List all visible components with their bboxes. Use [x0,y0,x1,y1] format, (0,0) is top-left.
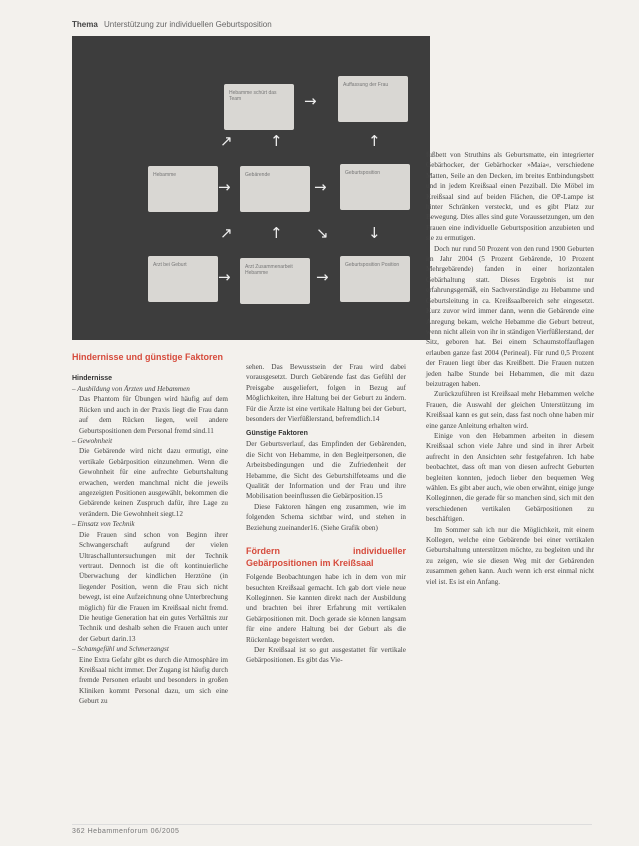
arrow-up-right-icon: ↗ [220,132,233,150]
text-column-1 [72,351,228,707]
page-footer: 362 Hebammenforum 06/2005 [72,828,180,835]
arrow-right-icon: → [314,178,327,196]
header-title: Unterstützung zur individuellen Geburtsposition [104,20,272,29]
factor-diagram [72,36,430,340]
subheading: Hindernisse [72,375,113,382]
text-column-3 [426,150,594,587]
arrow-up-icon: ↑ [368,132,381,150]
paragraph: Der Kreißsaal ist so gut ausgestattet für vertikale Gebärpositionen. Es gibt das Vie- [246,645,406,665]
diagram-box-mid-left: Hebamme [148,166,218,212]
arrow-up-icon: ↑ [270,224,283,242]
arrow-down-icon: ↓ [368,224,381,242]
running-header [72,20,272,29]
list-item-text: Die Frauen sind schon von Beginn ihrer Schwangerschaft aufgrund der vielen Ultraschalluntersuchungen mit der Technik vertraut. Dennoch ist die oft kontinuierliche Überwachung der kindlichen Herztöne (in liegender Position, wenn die Frau sich nicht bewegt, ist eine Aufzeichnung ohne Unterbrechung möglich) für die Frauen im Kreißsaal nicht fremd. Die heutige Generation hat ein gutes Verhältnis zur Technik und deshalb sehen die Frauen auch unter der Geburt darin.13 [79,530,228,643]
text-column-2 [246,362,406,666]
diagram-box-top-right: Auffassung der Frau [338,76,408,122]
footer-divider [72,824,592,825]
diagram-box-top-left: Hebamme schürt das Team [224,84,294,130]
list-item-title: – Schamgefühl und Schmerzangst [72,645,169,654]
paragraph: Der Geburtsverlauf, das Empfinden der Gebärenden, die Sicht von Hebamme, in den Begleitpersonen, die Arbeitsbedingungen und die Zufriedenheit der Hebamme, die Sicht des Geburtshilfeteams und die Qualität der Information und der Frau und ihre Mobilisation beeinflussen die Gebärposition.15 [246,440,406,501]
list-item-text: Eine Extra Gefahr gibt es durch die Atmosphäre im Kreißsaal nicht immer. Der Zugang ist häufig durch fremde Personen erlaubt und besonders in großen Kliniken kommt Personal dazu, um sich eine Geburt zu [79,655,228,706]
section-heading: Hindernisse und günstige Faktoren [72,352,224,362]
arrow-right-icon: → [304,92,317,110]
diagram-box-mid-right: Geburtsposition [340,164,410,210]
arrow-right-icon: → [316,268,329,286]
paragraph: Doch nur rund 50 Prozent von den rund 1900 Geburten im Jahr 2004 (5 Prozent Gebärende, 10 Prozent Mehrgebärende) fanden in einer horizontalen Gebärhaltung statt. Dieses Ergebnis ist nur erfahrungsgemäß, ein Sachverständige zu Hebamme und Geburtsleitung in ca. Kreißsaalbereich sehr eingesetzt. Kurz zuvor wird immer dann, wenn die Gebärende eine Anregung bekam, welche Hebamme die Geburt betreut, wenn nicht allein von ihr in ständigen Vierfüßlerstand, der Sitz, geboren hat. Bei einem Schaumstoffauflagen erlauben ganze fast 2004 (Perineal). Für rund 0,5 Prozent der Frauen liegt über das Kreißbett. Die Frauen nutzen jeden halbe Stunde bei Hebammen, die mit dazu beizutragen haben. [426,244,594,388]
arrow-right-icon: → [218,268,231,286]
diagram-box-bottom-right: Geburtsposition Position [340,256,410,302]
list-item-text: Die Gebärende wird nicht dazu ermutigt, eine vertikale Gebärposition einzunehmen. Wenn die Gewohnheit für eine aufrechte Geburtshaltung erwachen, werden manchmal nicht die jeweils angezeigten Positionen ausgewählt, bekommen die Gebärende keinen Zuspruch dafür, ihre Lage zu verändern. Die Gewohnheit siegt.12 [79,447,228,518]
paragraph: sehen. Das Bewusstsein der Frau wird dabei vorausgesetzt. Durch Gebärende fast das Gefühl der Preisgabe ausgeliefert, folgen in Bezug auf Möglichkeiten, ihre Haltung bei der Geburt zu ändern. Für die Ärzte ist eine vertikale Haltung bei der Geburt, besonders der Vierfüßlerstand, befremdlich.14 [246,363,406,424]
list-item-title: – Gewohnheit [72,437,113,446]
paragraph: Diese Faktoren hängen eng zusammen, wie im folgenden Schema sichtbar wird, und stehen in Beziehung zueinander16. (Siehe Grafik oben) [246,502,406,532]
paragraph: Im Sommer sah ich nur die Möglichkeit, mit einem Kollegen, welche eine Gebärende bei einer vertikalen Geburtshaltung unterstützen möchte, zu begleiten und ihr zu zeigen, wie sie diesen Weg mit der Gebärenden zusammen gehen kann. Auch wenn ich erst einmal nicht viel ist. Es ist ein Anfang. [426,525,594,586]
paragraph: Einige von den Hebammen arbeiten in diesem Kreißsaal schon viele Jahre und sind in ihrer Arbeit aufrecht in den Ansichten sehr festgefahren. Ich habe beobachtet, dass oft man von diesen aufrecht Geburten begleiten konnten, jedoch lieber den bequemen Weg wählen. Es gibt aber auch, wie oben erwähnt, einige junge Kolleginnen, die gerade für so manchen sind, sich mit den verschiedenen vertikalen Gebärpositionen zu beschäftigen. [426,431,594,524]
arrow-up-icon: ↑ [270,132,283,150]
paragraph: fußbett von Struthins als Geburtsmatte, ein integrierter Gebärhocker, der Gebärhocker »Maia«, verschiedene Matten, Seile an den Decken, im breites Entbindungsbett und in jedem Kreißsaal einen Pezziball. Die Möbel im Kreißsaal sind auf beiden Flächen, die OP-Lampe ist hinter Schränken versteckt, und es gibt Platz zur Bewegung. Dies alles sind gute Voraussetzungen, um den Frauen eine individuelle Geburtsposition anzubieten und sie zu ermutigen. [426,151,594,243]
section-heading: Fördern individueller Gebärpositionen im Kreißsaal [246,546,406,569]
diagram-box-mid-center: Gebärende [240,166,310,212]
list-item-text: Das Phantom für Übungen wird häufig auf dem Rücken und auch in der Praxis liegt die Frau dann auf dem Rücken liegen, weil andere Geburtspositionen dem Personal fremd sind.11 [79,395,228,435]
arrow-up-right-icon: ↗ [220,224,233,242]
arrow-right-icon: → [218,178,231,196]
subheading: Günstige Faktoren [246,430,308,438]
arrow-down-right-icon: ↘ [316,224,329,242]
list-item-title: – Einsatz von Technik [72,520,135,529]
paragraph: Zurückzuführen ist Kreißsaal mehr Hebammen welche Frauen, die Auswahl der gleichen Unterstützung im Kreißsaal kann es gut sein, dass fast noch ohne haben mir eine ganze Anleitung erhalten wird. [426,390,594,430]
diagram-box-bottom-left: Arzt bei Geburt [148,256,218,302]
paragraph: Folgende Beobachtungen habe ich in dem von mir besuchten Kreißsaal gemacht. Ich gab dort viele neue Kolleginnen. Sie kannten direkt nach der Ausbildung und brachten bei ihrer Erfahrung mit vertikalen Gebärpositionen mit. Doch gerade sie können langsam für eine andere Haltung bei der Geburt als die Rückenlage begeistert werden. [246,573,406,644]
diagram-box-bottom-center: Arzt Zusammenarbeit Hebamme [240,258,310,304]
header-label: Thema [72,20,98,29]
list-item-title: – Ausbildung von Ärzten und Hebammen [72,385,190,393]
